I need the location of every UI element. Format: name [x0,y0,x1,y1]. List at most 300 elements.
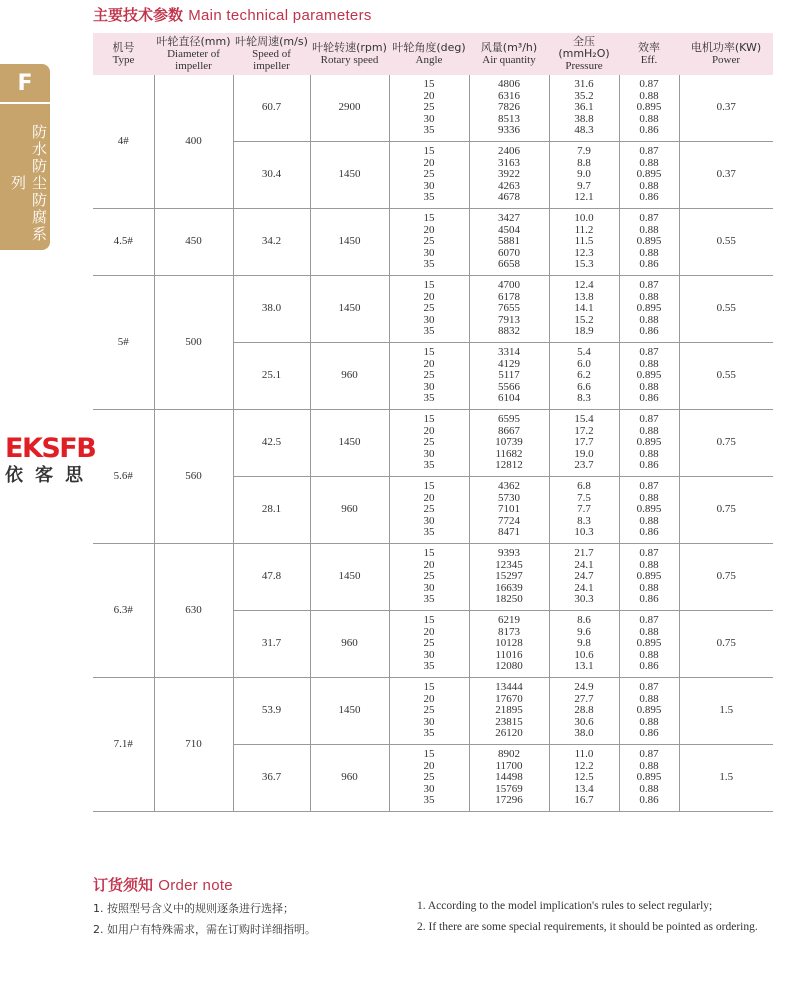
header-eff: 效率 Eff. [619,33,679,75]
angle-cell-value: 25 [423,637,435,650]
eff-cell-value: 0.88 [639,514,659,527]
order-title-cn: 订货须知 [93,876,154,894]
air-cell [469,544,549,611]
header-pressure: 全压(mmH₂O) Pressure [549,33,619,75]
logo-cn: 依客思 [5,465,95,486]
air-cell-value: 11016 [495,648,523,661]
pressure-cell-value: 24.1 [574,581,594,594]
eff-cell-value: 0.87 [639,681,659,694]
angle-cell-value: 25 [423,503,435,516]
speed-cell: 28.1 [233,477,310,544]
angle-cell-value: 35 [423,124,435,137]
air-cell [469,209,549,276]
air-cell-value: 8667 [498,424,520,437]
pressure-cell-value: 17.2 [574,424,594,437]
pressure-cell-value: 21.7 [574,547,594,560]
speed-cell: 31.7 [233,611,310,678]
eff-cell-value: 0.895 [636,771,662,784]
eff-cell-value: 0.88 [639,223,659,236]
air-cell-value: 7826 [498,101,520,114]
pressure-cell-value: 12.4 [574,279,594,292]
air-cell-value: 4806 [498,78,520,91]
pressure-cell [549,410,619,477]
pressure-cell-value: 48.3 [574,124,594,137]
angle-cell-value: 25 [423,771,435,784]
type-cell: 6.3# [93,544,154,678]
air-cell-value: 6178 [498,290,520,303]
air-cell-value: 17296 [495,794,523,807]
eff-cell-value: 0.88 [639,715,659,728]
table-row [93,410,773,477]
pressure-cell-value: 8.3 [577,514,591,527]
pressure-cell-value: 12.5 [574,771,594,784]
angle-cell-value: 20 [423,89,435,102]
pressure-cell-value: 12.1 [574,191,594,204]
eff-cell-value: 0.87 [639,78,659,91]
pressure-cell-value: 38.0 [574,727,594,740]
air-cell-value: 7913 [498,313,520,326]
air-cell-value: 14498 [495,771,523,784]
angle-cell-value: 35 [423,660,435,673]
pressure-cell [549,611,619,678]
rpm-cell: 1450 [310,276,389,343]
speed-cell: 42.5 [233,410,310,477]
air-cell-value: 3922 [498,168,520,181]
angle-cell-value: 25 [423,168,435,181]
pressure-cell-value: 6.8 [577,480,591,493]
air-cell-value: 6595 [498,413,520,426]
angle-cell-value: 25 [423,570,435,583]
air-cell-value: 13444 [495,681,523,694]
angle-cell-value: 15 [423,78,435,91]
pressure-cell-value: 16.7 [574,794,594,807]
pressure-cell-value: 5.4 [577,346,591,359]
table-header-row [93,33,773,75]
eff-cell-value: 0.86 [639,459,659,472]
air-cell-value: 9336 [498,124,520,137]
angle-cell-value: 15 [423,748,435,761]
pressure-cell-value: 11.2 [574,223,594,236]
angle-cell [389,410,469,477]
air-cell-value: 23815 [495,715,523,728]
eff-cell-value: 0.895 [636,302,662,315]
power-cell: 0.75 [679,544,773,611]
eff-cell-value: 0.88 [639,625,659,638]
air-cell-value: 6219 [498,614,520,627]
eff-cell-value: 0.88 [639,581,659,594]
pressure-cell-value: 13.8 [574,290,594,303]
pressure-cell [549,745,619,812]
eff-cell-value: 0.895 [636,503,662,516]
speed-cell: 25.1 [233,343,310,410]
angle-cell-value: 30 [423,313,435,326]
angle-cell-value: 30 [423,246,435,259]
eff-cell-value: 0.88 [639,424,659,437]
pressure-cell-value: 7.9 [577,145,591,158]
header-power: 电机功率(KW) Power [679,33,773,75]
rpm-cell: 2900 [310,75,389,142]
air-cell-value: 2406 [498,145,520,158]
side-tab-text: 防水防尘防腐系列 [9,123,48,243]
eff-cell-value: 0.88 [639,491,659,504]
angle-cell-value: 20 [423,156,435,169]
eff-cell [619,745,679,812]
air-cell-value: 7655 [498,302,520,315]
angle-cell-value: 20 [423,558,435,571]
angle-cell-value: 30 [423,782,435,795]
header-type: 机号 Type [93,33,154,75]
table-row [93,75,773,142]
air-cell-value: 8173 [498,625,520,638]
table-row [93,544,773,611]
pressure-cell-value: 19.0 [574,447,594,460]
order-note-en-2: 2. If there are some special requirements, it should be pointed as ordering. [417,921,758,933]
type-cell: 4.5# [93,209,154,276]
air-cell [469,142,549,209]
angle-cell-value: 25 [423,235,435,248]
angle-cell-value: 35 [423,526,435,539]
pressure-cell [549,544,619,611]
air-cell [469,678,549,745]
header-air: 风量(m³/h) Air quantity [469,33,549,75]
angle-cell-value: 35 [423,593,435,606]
angle-cell-value: 15 [423,547,435,560]
pressure-cell-value: 10.3 [574,526,594,539]
angle-cell-value: 35 [423,727,435,740]
power-cell: 1.5 [679,678,773,745]
diameter-cell: 630 [154,544,233,678]
power-cell: 0.37 [679,75,773,142]
side-tab-letter: F [0,64,50,104]
angle-cell-value: 25 [423,369,435,382]
power-cell: 0.55 [679,209,773,276]
angle-cell-value: 35 [423,258,435,271]
air-cell-value: 11682 [495,447,523,460]
pressure-cell [549,477,619,544]
air-cell [469,410,549,477]
eff-cell-value: 0.86 [639,392,659,405]
header-rpm: 叶轮转速(rpm) Rotary speed [310,33,389,75]
angle-cell-value: 15 [423,279,435,292]
eff-cell-value: 0.87 [639,346,659,359]
speed-cell: 47.8 [233,544,310,611]
eff-cell-value: 0.895 [636,570,662,583]
angle-cell-value: 15 [423,212,435,225]
eff-cell-value: 0.86 [639,727,659,740]
angle-cell-value: 30 [423,380,435,393]
pressure-cell-value: 9.8 [577,637,591,650]
angle-cell-value: 25 [423,704,435,717]
eff-cell-value: 0.88 [639,156,659,169]
angle-cell-value: 20 [423,223,435,236]
rpm-cell: 960 [310,477,389,544]
angle-cell-value: 20 [423,692,435,705]
eff-cell-value: 0.88 [639,447,659,460]
eff-cell-value: 0.895 [636,369,662,382]
header-angle: 叶轮角度(deg) Angle [389,33,469,75]
angle-cell-value: 20 [423,424,435,437]
eff-cell-value: 0.895 [636,101,662,114]
pressure-cell-value: 8.8 [577,156,591,169]
eff-cell-value: 0.88 [639,290,659,303]
angle-cell-value: 15 [423,346,435,359]
pressure-cell-value: 6.6 [577,380,591,393]
angle-cell-value: 35 [423,794,435,807]
rpm-cell: 960 [310,611,389,678]
power-cell: 0.75 [679,410,773,477]
pressure-cell-value: 15.4 [574,413,594,426]
pressure-cell [549,343,619,410]
air-cell-value: 3163 [498,156,520,169]
angle-cell-value: 30 [423,179,435,192]
eff-cell-value: 0.895 [636,637,662,650]
angle-cell-value: 20 [423,491,435,504]
logo-en: EKSFB [5,433,96,464]
angle-cell [389,276,469,343]
pressure-cell-value: 36.1 [574,101,594,114]
angle-cell-value: 25 [423,436,435,449]
diameter-cell: 450 [154,209,233,276]
order-note-cn-1: 1. 按照型号含义中的规则逐条进行选择； [93,902,294,915]
pressure-cell [549,209,619,276]
eff-cell [619,611,679,678]
angle-cell-value: 15 [423,413,435,426]
air-cell-value: 11700 [495,759,523,772]
air-cell-value: 12812 [495,459,523,472]
eff-cell-value: 0.88 [639,759,659,772]
diameter-cell: 710 [154,678,233,812]
pressure-cell-value: 10.0 [574,212,594,225]
type-cell: 7.1# [93,678,154,812]
pressure-cell-value: 13.4 [574,782,594,795]
eff-cell [619,276,679,343]
eff-cell [619,678,679,745]
pressure-cell-value: 8.3 [577,392,591,405]
air-cell-value: 5881 [498,235,520,248]
pressure-cell-value: 7.7 [577,503,591,516]
air-cell-value: 4504 [498,223,520,236]
rpm-cell: 1450 [310,142,389,209]
table-row [93,276,773,343]
pressure-cell-value: 10.6 [574,648,594,661]
air-cell-value: 4362 [498,480,520,493]
eff-cell-value: 0.88 [639,558,659,571]
pressure-cell-value: 24.9 [574,681,594,694]
eff-cell-value: 0.87 [639,748,659,761]
air-cell-value: 18250 [495,593,523,606]
speed-cell: 34.2 [233,209,310,276]
eff-cell-value: 0.86 [639,660,659,673]
angle-cell [389,209,469,276]
table-body [93,75,773,812]
angle-cell [389,75,469,142]
pressure-cell-value: 17.7 [574,436,594,449]
angle-cell [389,678,469,745]
pressure-cell-value: 23.7 [574,459,594,472]
eff-cell-value: 0.88 [639,179,659,192]
eff-cell-value: 0.895 [636,235,662,248]
eff-cell-value: 0.88 [639,112,659,125]
page-title [93,4,372,25]
pressure-cell-value: 35.2 [574,89,594,102]
angle-cell-value: 15 [423,480,435,493]
order-note-en-1: 1. According to the model implication's rules to select regularly; [417,900,713,912]
eff-cell-value: 0.88 [639,313,659,326]
air-cell-value: 7101 [498,503,520,516]
air-cell-value: 12345 [495,558,523,571]
params-table [93,33,773,812]
air-cell [469,276,549,343]
speed-cell: 53.9 [233,678,310,745]
title-en: Main technical parameters [188,7,372,24]
pressure-cell-value: 7.5 [577,491,591,504]
air-cell-value: 4129 [498,357,520,370]
angle-cell-value: 20 [423,625,435,638]
rpm-cell: 1450 [310,209,389,276]
air-cell-value: 6104 [498,392,520,405]
side-category-tab [0,64,50,250]
air-cell-value: 6070 [498,246,520,259]
title-cn: 主要技术参数 [93,6,184,24]
air-cell-value: 16639 [495,581,523,594]
order-note-cn-2: 2. 如用户有特殊需求，需在订购时详细指明。 [93,923,316,936]
air-cell-value: 6658 [498,258,520,271]
power-cell: 0.37 [679,142,773,209]
eff-cell-value: 0.86 [639,325,659,338]
angle-cell [389,745,469,812]
order-note-title [93,874,233,895]
angle-cell-value: 25 [423,302,435,315]
pressure-cell-value: 9.6 [577,625,591,638]
angle-cell-value: 30 [423,581,435,594]
pressure-cell-value: 6.2 [577,369,591,382]
pressure-cell-value: 38.8 [574,112,594,125]
angle-cell-value: 35 [423,191,435,204]
angle-cell [389,343,469,410]
rpm-cell: 1450 [310,544,389,611]
angle-cell-value: 15 [423,614,435,627]
air-cell-value: 21895 [495,704,523,717]
pressure-cell-value: 11.5 [574,235,594,248]
pressure-cell-value: 11.0 [574,748,594,761]
table-row [93,209,773,276]
eff-cell-value: 0.88 [639,357,659,370]
eff-cell-value: 0.88 [639,692,659,705]
eff-cell-value: 0.87 [639,480,659,493]
eff-cell-value: 0.86 [639,124,659,137]
pressure-cell-value: 24.1 [574,558,594,571]
eff-cell-value: 0.895 [636,704,662,717]
eff-cell-value: 0.88 [639,380,659,393]
pressure-cell-value: 15.3 [574,258,594,271]
speed-cell: 30.4 [233,142,310,209]
rpm-cell: 960 [310,745,389,812]
air-cell-value: 17670 [495,692,523,705]
speed-cell: 36.7 [233,745,310,812]
angle-cell-value: 35 [423,459,435,472]
eff-cell-value: 0.86 [639,258,659,271]
type-cell: 5.6# [93,410,154,544]
eff-cell-value: 0.88 [639,89,659,102]
pressure-cell-value: 27.7 [574,692,594,705]
pressure-cell [549,75,619,142]
air-cell-value: 5566 [498,380,520,393]
angle-cell-value: 15 [423,145,435,158]
eff-cell-value: 0.87 [639,279,659,292]
air-cell-value: 12080 [495,660,523,673]
rpm-cell: 1450 [310,678,389,745]
eff-cell-value: 0.88 [639,648,659,661]
angle-cell-value: 20 [423,357,435,370]
eff-cell [619,410,679,477]
angle-cell-value: 35 [423,325,435,338]
air-cell-value: 3314 [498,346,520,359]
power-cell: 0.55 [679,343,773,410]
eff-cell [619,477,679,544]
pressure-cell [549,678,619,745]
air-cell-value: 8513 [498,112,520,125]
eff-cell-value: 0.87 [639,145,659,158]
angle-cell-value: 20 [423,759,435,772]
table-row [93,678,773,745]
eff-cell-value: 0.88 [639,782,659,795]
air-cell [469,745,549,812]
air-cell-value: 9393 [498,547,520,560]
pressure-cell-value: 13.1 [574,660,594,673]
angle-cell-value: 30 [423,112,435,125]
eff-cell-value: 0.895 [636,168,662,181]
header-speed: 叶轮周速(m/s) Speed of impeller [233,33,310,75]
eff-cell [619,209,679,276]
angle-cell [389,544,469,611]
angle-cell-value: 30 [423,715,435,728]
air-cell [469,75,549,142]
pressure-cell [549,276,619,343]
eff-cell-value: 0.87 [639,614,659,627]
pressure-cell-value: 30.3 [574,593,594,606]
angle-cell [389,611,469,678]
eff-cell-value: 0.87 [639,413,659,426]
air-cell-value: 10739 [495,436,523,449]
order-title-en: Order note [158,877,233,894]
pressure-cell-value: 31.6 [574,78,594,91]
pressure-cell-value: 12.2 [574,759,594,772]
air-cell-value: 4263 [498,179,520,192]
pressure-cell [549,142,619,209]
angle-cell-value: 30 [423,648,435,661]
air-cell-value: 6316 [498,89,520,102]
brand-logo [5,435,105,487]
air-cell-value: 10128 [495,637,523,650]
air-cell-value: 5730 [498,491,520,504]
air-cell-value: 8832 [498,325,520,338]
pressure-cell-value: 18.9 [574,325,594,338]
header-diameter: 叶轮直径(mm) Diameter of impeller [154,33,233,75]
eff-cell-value: 0.86 [639,526,659,539]
pressure-cell-value: 15.2 [574,313,594,326]
angle-cell-value: 25 [423,101,435,114]
air-cell-value: 26120 [495,727,523,740]
angle-cell [389,142,469,209]
air-cell-value: 4700 [498,279,520,292]
angle-cell [389,477,469,544]
air-cell-value: 4678 [498,191,520,204]
power-cell: 1.5 [679,745,773,812]
pressure-cell-value: 6.0 [577,357,591,370]
air-cell [469,477,549,544]
air-cell [469,343,549,410]
eff-cell [619,343,679,410]
